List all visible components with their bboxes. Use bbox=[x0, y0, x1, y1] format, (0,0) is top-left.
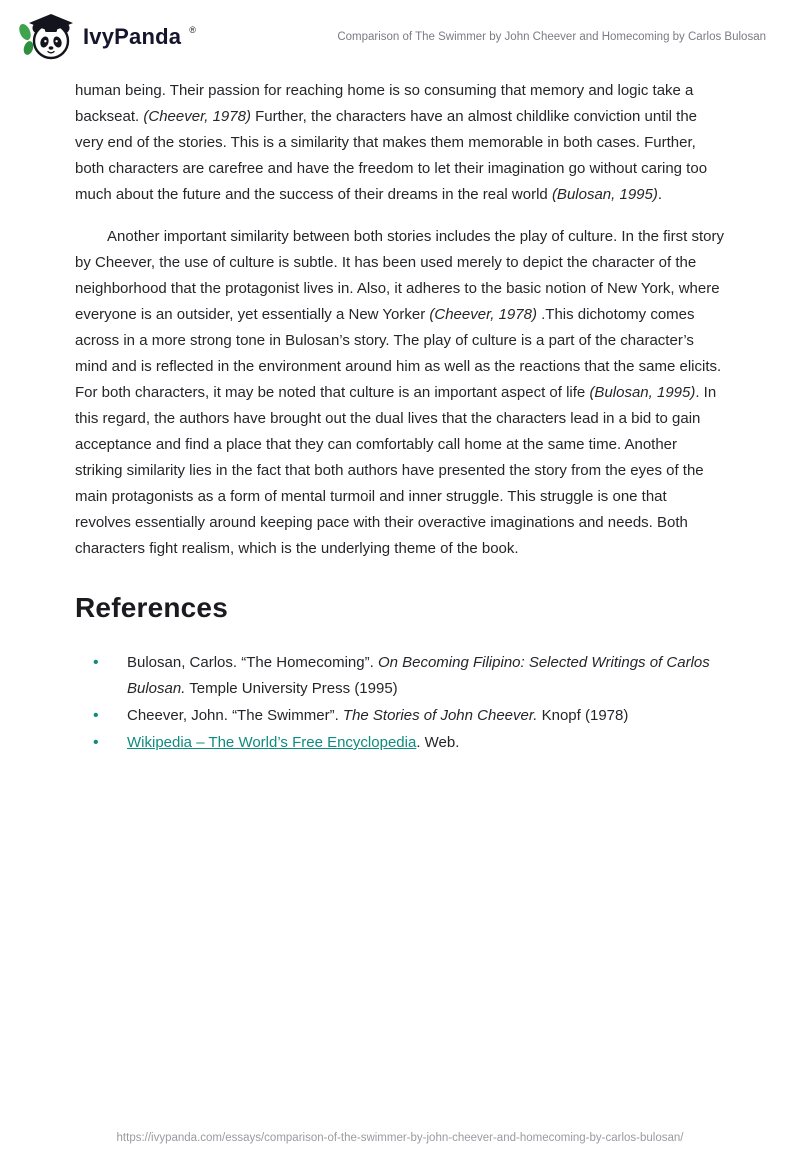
citation-text: (Cheever, 1978) bbox=[429, 306, 537, 323]
text-run: human being. Their passion for reaching home is so consuming that memory and logic take a backseat. bbox=[75, 82, 694, 125]
page-footer bbox=[0, 1128, 800, 1146]
citation-text: (Cheever, 1978) bbox=[143, 108, 251, 125]
text-run: .This dichotomy comes across in a more strong tone in Bulosan’s story. The play of culture is a part of the character’s mind and is reflected in the environment around him as well as the reactions that the same elicits. For both characters, it may be noted that culture is an important aspect of life bbox=[75, 306, 722, 401]
citation-text: On Becoming Filipino: Selected Writings of Carlos Bulosan. bbox=[127, 654, 710, 697]
text-run: Further, the characters have an almost childlike conviction until the very end of the stories. This is a similarity that makes them memorable in both cases. Further, both characters are carefree and have the freedom to let their imagination go without caring too much about the future and the success of their dreams in the real world bbox=[75, 108, 708, 203]
wikipedia-link[interactable]: Wikipedia – The World’s Free Encyclopedia bbox=[127, 734, 417, 751]
ivypanda-brand[interactable] bbox=[18, 13, 196, 61]
citation-text: The Stories of John Cheever. bbox=[342, 707, 538, 724]
source-url: https://ivypanda.com/essays/comparison-of-the-swimmer-by-john-cheever-and-homecoming-by-carlos-bulosan/ bbox=[116, 1132, 684, 1144]
text-run: Temple University Press (1995) bbox=[185, 680, 398, 697]
references-heading: References bbox=[75, 592, 228, 623]
references-list bbox=[75, 650, 725, 756]
document-title: Comparison of The Swimmer by John Cheever and Homecoming by Carlos Bulosan bbox=[337, 31, 766, 43]
text-run: . bbox=[657, 186, 663, 203]
reference-item bbox=[75, 730, 725, 756]
essay-paragraph-2 bbox=[75, 224, 725, 562]
essay-paragraph-1 bbox=[75, 78, 725, 208]
essay-content bbox=[0, 64, 800, 756]
reference-item bbox=[75, 703, 725, 729]
text-run: Knopf (1978) bbox=[537, 707, 629, 724]
brand-name: IvyPanda bbox=[83, 24, 182, 49]
text-run: Bulosan, Carlos. “The Homecoming”. bbox=[127, 654, 378, 671]
citation-text: (Bulosan, 1995) bbox=[589, 384, 696, 401]
text-run: . In this regard, the authors have brought out the dual lives that the characters lead in a bid to gain acceptance and find a place that they can comfortably call home at the same time. Another striking similarity lies in the fact that both authors have presented the story from the eyes of the main protagonists as a form of mental turmoil and inner struggle. This struggle is one that revolves essentially around keeping pace with their overactive imaginations and needs. Both characters fight realism, which is the underlying theme of the book. bbox=[75, 384, 717, 557]
site-header bbox=[0, 0, 800, 64]
registered-trademark-mark: ® bbox=[189, 25, 196, 35]
text-run: Another important similarity between both stories includes the play of culture. In the first story by Cheever, the use of culture is subtle. It has been used merely to depict the character of the neighborhood that the protagonist lives in. Also, it adheres to the basic notion of New York, where everyone is an outsider, yet essentially a New Yorker bbox=[75, 228, 724, 323]
reference-item bbox=[75, 650, 725, 702]
text-run: Cheever, John. “The Swimmer”. bbox=[127, 707, 343, 724]
citation-text: (Bulosan, 1995) bbox=[551, 186, 658, 203]
ivypanda-panda-logo-icon bbox=[18, 13, 76, 61]
text-run: . Web. bbox=[416, 734, 460, 751]
